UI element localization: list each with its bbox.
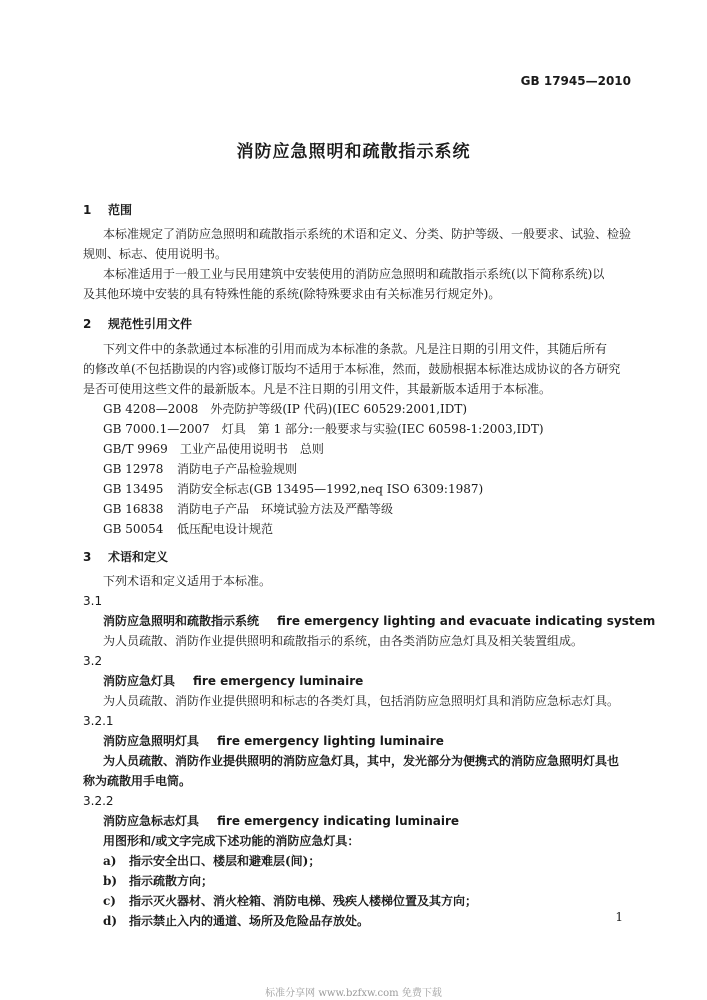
list-item — [103, 913, 369, 929]
reference-item — [103, 401, 467, 417]
reference-code: GB 7000.1—2007 — [103, 422, 210, 436]
list-item — [103, 873, 213, 889]
standard-code: GB 17945—2010 — [520, 74, 631, 88]
term-heading — [103, 733, 444, 749]
list-label: a) — [103, 854, 117, 868]
list-label: c) — [103, 894, 116, 908]
paragraph-line: 的修改单(不包括勘误的内容)或修订版均不适用于本标准，然而，鼓励根据本标准达成协议的各方研究 — [83, 362, 621, 376]
list-text: 指示禁止入内的通道、场所及危险品存放处。 — [129, 914, 370, 928]
clause-number: 3.2.2 — [83, 794, 114, 808]
document-title: 消防应急照明和疏散指示系统 — [236, 142, 471, 162]
reference-item — [103, 461, 297, 477]
reference-title: 低压配电设计规范 — [177, 522, 274, 536]
reference-title: 工业产品使用说明书 总则 — [179, 442, 324, 456]
watermark-footer: 标准分享网 www.bzfxw.com 免费下载 — [265, 988, 442, 999]
term-definition: 称为疏散用手电筒。 — [83, 774, 192, 788]
reference-item — [103, 441, 324, 457]
section-number: 2 — [83, 317, 92, 331]
section-title: 范围 — [108, 203, 133, 217]
page-number: 1 — [615, 910, 623, 924]
term-en: fire emergency luminaire — [193, 674, 364, 688]
term-en: fire emergency lighting luminaire — [217, 734, 444, 748]
list-text: 指示疏散方向； — [129, 874, 214, 888]
reference-item — [103, 501, 393, 517]
list-label: d) — [103, 914, 118, 928]
reference-code: GB 13495 — [103, 482, 164, 496]
paragraph-line: 及其他环境中安装的具有特殊性能的系统(除特殊要求由有关标准另行规定外)。 — [83, 287, 501, 301]
paragraph-line: 下列术语和定义适用于本标准。 — [103, 574, 272, 588]
reference-title: 消防电子产品检验规则 — [177, 462, 298, 476]
section-number: 3 — [83, 550, 92, 564]
clause-number: 3.2.1 — [83, 714, 114, 728]
term-zh: 消防应急标志灯具 — [103, 814, 200, 828]
list-label: b) — [103, 874, 118, 888]
reference-title: 消防电子产品 环境试验方法及严酷等级 — [177, 502, 394, 516]
section-title: 术语和定义 — [108, 550, 169, 564]
term-heading — [103, 613, 655, 629]
clause-number: 3.1 — [83, 594, 103, 608]
reference-code: GB 16838 — [103, 502, 164, 516]
term-heading — [103, 813, 459, 829]
reference-item — [103, 421, 544, 437]
paragraph-line: 下列文件中的条款通过本标准的引用而成为本标准的条款。凡是注日期的引用文件，其随后所有 — [103, 342, 608, 356]
reference-title: 灯具 第 1 部分:一般要求与实验(IEC 60598-1:2003,IDT) — [221, 422, 544, 436]
term-definition: 为人员疏散、消防作业提供照明和疏散指示的系统，由各类消防应急灯具及相关装置组成。 — [103, 634, 584, 648]
section-3-heading — [83, 549, 168, 565]
reference-title: 外壳防护等级(IP 代码)(IEC 60529:2001,IDT) — [210, 402, 468, 416]
list-text: 指示灭火器材、消火栓箱、消防电梯、残疾人楼梯位置及其方向； — [129, 894, 478, 908]
paragraph-line: 是否可使用这些文件的最新版本。凡是不注日期的引用文件，其最新版本适用于本标准。 — [83, 382, 552, 396]
reference-title: 消防安全标志(GB 13495—1992,neq ISO 6309:1987) — [177, 482, 484, 496]
term-definition: 用图形和/或文字完成下述功能的消防应急灯具： — [103, 834, 360, 848]
clause-number: 3.2 — [83, 654, 103, 668]
reference-code: GB/T 9969 — [103, 442, 168, 456]
term-definition: 为人员疏散、消防作业提供照明和标志的各类灯具，包括消防应急照明灯具和消防应急标志灯具。 — [103, 694, 620, 708]
section-2-heading — [83, 316, 192, 332]
list-item — [103, 853, 320, 869]
reference-item — [103, 521, 273, 537]
section-title: 规范性引用文件 — [108, 317, 193, 331]
term-definition: 为人员疏散、消防作业提供照明的消防应急灯具，其中，发光部分为便携式的消防应急照明灯具也 — [103, 754, 620, 768]
term-en: fire emergency lighting and evacuate indicating system — [277, 614, 656, 628]
reference-code: GB 4208—2008 — [103, 402, 199, 416]
list-item — [103, 893, 477, 909]
reference-item — [103, 481, 483, 497]
section-1-heading — [83, 202, 132, 218]
reference-code: GB 50054 — [103, 522, 164, 536]
term-heading — [103, 673, 363, 689]
term-zh: 消防应急灯具 — [103, 674, 176, 688]
paragraph-line: 规则、标志、使用说明书。 — [83, 247, 228, 261]
reference-code: GB 12978 — [103, 462, 164, 476]
term-en: fire emergency indicating luminaire — [217, 814, 460, 828]
term-zh: 消防应急照明和疏散指示系统 — [103, 614, 260, 628]
term-zh: 消防应急照明灯具 — [103, 734, 200, 748]
paragraph-line: 本标准规定了消防应急照明和疏散指示系统的术语和定义、分类、防护等级、一般要求、试验、检验 — [103, 227, 632, 241]
section-number: 1 — [83, 203, 92, 217]
list-text: 指示安全出口、楼层和避难层(间)； — [129, 854, 321, 868]
paragraph-line: 本标准适用于一般工业与民用建筑中安装使用的消防应急照明和疏散指示系统(以下简称系统)以 — [103, 267, 605, 281]
